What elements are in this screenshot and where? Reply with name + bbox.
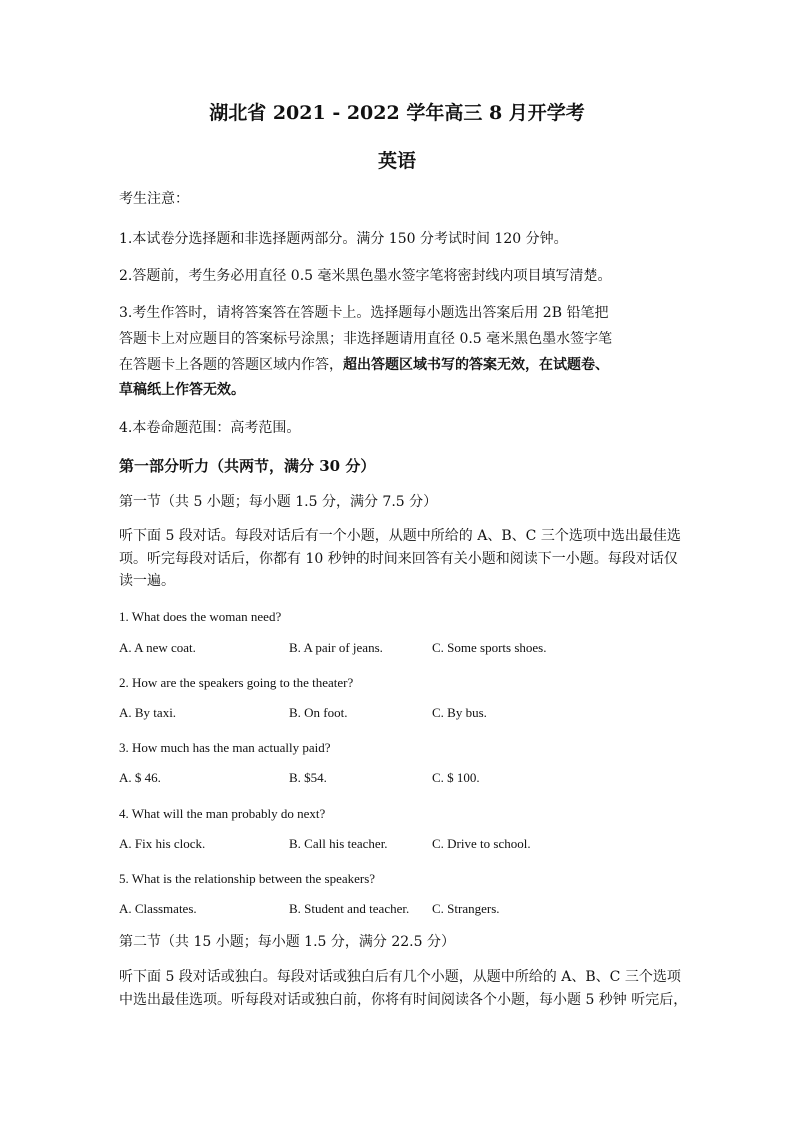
section2-instruction-2: 中选出最佳选项。听每段对话或独白前，你将有时间阅读各个小题，每小题 5 秒钟 听完后，	[119, 992, 688, 1008]
question-4: 4. What will the man probably do next?	[119, 806, 326, 821]
question-2-option-b: B. On foot.	[289, 705, 348, 720]
notice-item-4: 4.本卷命题范围：高考范围。	[119, 420, 301, 436]
notice-item-3-bold: 超出答题区域书写的答案无效，在试题卷、	[343, 357, 609, 373]
question-2-option-c: C. By bus.	[432, 705, 487, 720]
notice-heading: 考生注意：	[119, 191, 189, 207]
section1-heading: 第一节（共 5 小题；每小题 1.5 分，满分 7.5 分）	[119, 494, 438, 510]
notice-item-3-line3	[119, 355, 689, 376]
question-4-option-c: C. Drive to school.	[432, 836, 531, 851]
section1-instruction-3: 读一遍。	[119, 573, 175, 589]
question-1-option-c: C. Some sports shoes.	[432, 640, 547, 655]
notice-item-2: 2.答题前，考生务必用直径 0.5 毫米黑色墨水签字笔将密封线内项目填写清楚。	[119, 268, 612, 284]
section2-heading: 第二节（共 15 小题；每小题 1.5 分，满分 22.5 分）	[119, 934, 455, 950]
question-4-option-b: B. Call his teacher.	[289, 836, 388, 851]
question-3-option-a: A. $ 46.	[119, 770, 161, 785]
part1-heading: 第一部分听力（共两节，满分 30 分）	[119, 457, 376, 475]
question-1-option-b: B. A pair of jeans.	[289, 640, 383, 655]
question-5: 5. What is the relationship between the speakers?	[119, 871, 376, 886]
section2-instruction-1: 听下面 5 段对话或独白。每段对话或独白后有几个小题，从题中所给的 A、B、C 三个选项	[119, 969, 681, 985]
notice-item-3-line2: 答题卡上对应题目的答案标号涂黑；非选择题请用直径 0.5 毫米黑色墨水签字笔	[119, 331, 613, 347]
exam-title: 湖北省 2021 - 2022 学年高三 8 月开学考	[209, 102, 585, 124]
question-1: 1. What does the woman need?	[119, 609, 282, 624]
notice-item-3-normal: 在答题卡上各题的答题区域内作答，	[119, 357, 343, 373]
question-4-option-a: A. Fix his clock.	[119, 836, 206, 851]
question-3: 3. How much has the man actually paid?	[119, 740, 331, 755]
notice-item-1: 1.本试卷分选择题和非选择题两部分。满分 150 分考试时间 120 分钟。	[119, 231, 568, 247]
question-5-option-b: B. Student and teacher.	[289, 901, 410, 916]
question-3-option-c: C. $ 100.	[432, 770, 480, 785]
section1-instruction-1: 听下面 5 段对话。每段对话后有一个小题，从题中所给的 A、B、C 三个选项中选出最佳选	[119, 528, 681, 544]
section1-instruction-2: 项。听完每段对话后，你都有 10 秒钟的时间来回答有关小题和阅读下一小题。每段对话仅	[119, 551, 678, 567]
question-5-option-a: A. Classmates.	[119, 901, 197, 916]
notice-item-3-line4: 草稿纸上作答无效。	[119, 382, 245, 398]
exam-subject: 英语	[377, 150, 416, 172]
notice-item-3-line1: 3.考生作答时，请将答案答在答题卡上。选择题每小题选出答案后用 2B 铅笔把	[119, 305, 609, 321]
question-2: 2. How are the speakers going to the theater?	[119, 675, 354, 690]
question-2-option-a: A. By taxi.	[119, 705, 177, 720]
question-1-option-a: A. A new coat.	[119, 640, 196, 655]
question-5-option-c: C. Strangers.	[432, 901, 500, 916]
question-3-option-b: B. $54.	[289, 770, 327, 785]
